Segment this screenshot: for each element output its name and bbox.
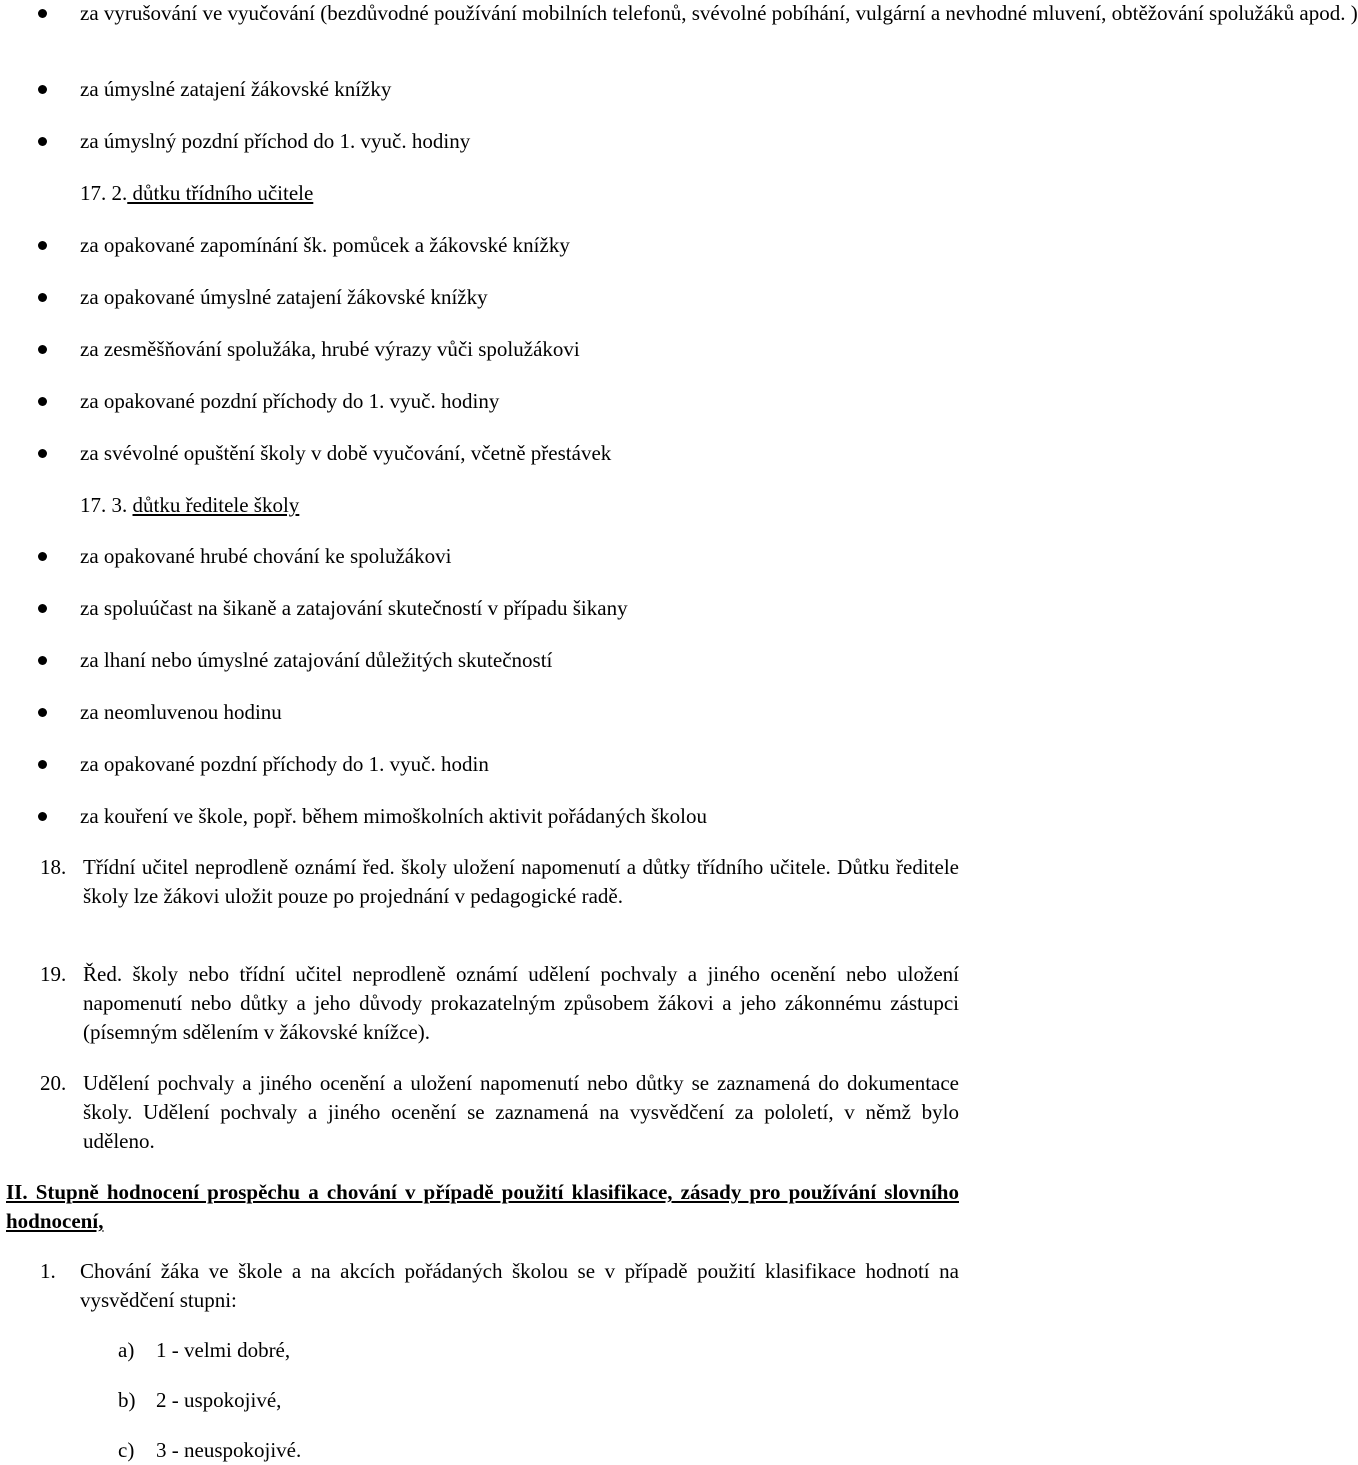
list-item-text: za vyrušování ve vyučování (bezdůvodné používání mobilních telefonů, svévolné pobíhání, vulgární a nevhodné mluvení, obtěžování spolužáků apod. ) [80,1,1358,25]
subsection-title: důtku třídního učitele [127,181,314,205]
paragraph-number: 19. [40,962,67,986]
list-item-text: za opakované zapomínání šk. pomůcek a žákovské knížky [80,233,570,257]
bullet-icon [38,397,47,406]
list-item-text: za opakované hrubé chování ke spolužákovi [80,544,452,568]
grade-label: a) [118,1338,135,1362]
grade-label: b) [118,1388,136,1412]
bullet-icon [38,241,47,250]
list-item-text: za spoluúčast na šikaně a zatajování skutečností v případu šikany [80,596,628,620]
bullet-icon [38,85,47,94]
bullet-icon [38,656,47,665]
bullet-icon [38,345,47,354]
bullet-icon [38,708,47,717]
paragraph-text: Udělení pochvaly a jiného ocenění a uložení napomenutí nebo důtky se zaznamená do dokumentace školy. Udělení pochvaly a jiného ocenění se zaznamená na vysvědčení za pololetí, v němž bylo uděleno. [83,1071,959,1153]
paragraph-number: 20. [40,1071,67,1095]
bullet-icon [38,604,47,613]
paragraph-text: Řed. školy nebo třídní učitel neprodleně oznámí udělení pochvaly a jiného ocenění nebo uložení napomenutí nebo důtky a jeho důvody prokazatelným způsobem žákovi a jeho zákonnému zástupci (písemným sdělením v žákovské knížce). [83,962,959,1044]
grade-label: c) [118,1438,135,1462]
list-item-text: za opakované pozdní příchody do 1. vyuč. hodiny [80,389,500,413]
grade-text: 3 - neuspokojivé. [156,1438,302,1462]
list-item-text: za svévolné opuštění školy v době vyučování, včetně přestávek [80,441,612,465]
list-item-text: za neomluvenou hodinu [80,700,282,724]
bullet-icon [38,449,47,458]
subsection-number: 17. 3. [80,493,128,517]
grade-text: 2 - uspokojivé, [156,1388,282,1412]
list-item-text: za opakované úmyslné zatajení žákovské knížky [80,285,488,309]
paragraph-number: 18. [40,855,67,879]
subsection-heading [80,491,940,520]
bullet-icon [38,9,47,18]
bullet-icon [38,137,47,146]
bullet-icon [38,293,47,302]
section-heading: II. Stupně hodnocení prospěchu a chování v případě použití klasifikace, zásady pro používání slovního hodnocení, [6,1180,959,1233]
bullet-icon [38,552,47,561]
list-item-text: za opakované pozdní příchody do 1. vyuč. hodin [80,752,489,776]
grade-text: 1 - velmi dobré, [156,1338,291,1362]
bullet-icon [38,760,47,769]
bullet-icon [38,812,47,821]
paragraph-text: Třídní učitel neprodleně oznámí řed. školy uložení napomenutí a důtky třídního učitele. Důtku ředitele školy lze žákovi uložit pouze po projednání v pedagogické radě. [83,855,959,908]
subsection-title: důtku ředitele školy [132,493,300,517]
paragraph-text: Chování žáka ve škole a na akcích pořádaných školou se v případě použití klasifikace hodnotí na vysvědčení stupni: [80,1259,959,1312]
list-item-text: za úmyslné zatajení žákovské knížky [80,77,392,101]
subsection-number: 17. 2. [80,181,128,205]
list-item-text: za kouření ve škole, popř. během mimoškolních aktivit pořádaných školou [80,804,707,828]
paragraph-number: 1. [40,1259,56,1283]
list-item-text: za úmyslný pozdní příchod do 1. vyuč. hodiny [80,129,471,153]
list-item-text: za lhaní nebo úmyslné zatajování důležitých skutečností [80,648,553,672]
subsection-heading [80,179,940,208]
list-item-text: za zesměšňování spolužáka, hrubé výrazy vůči spolužákovi [80,337,580,361]
